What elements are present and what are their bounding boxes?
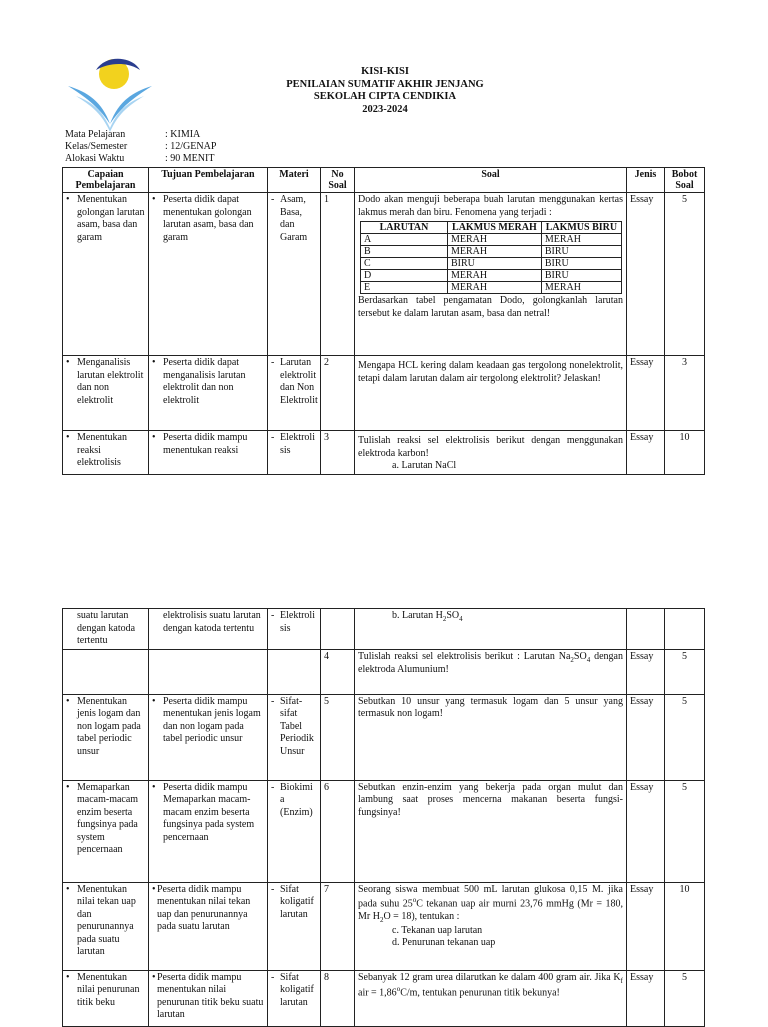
capaian: Memaparkan macam-macam enzim beserta fungsinya pada system pencernaan	[77, 781, 139, 855]
col-materi: Materi	[268, 168, 321, 193]
bobot: 5	[665, 780, 705, 882]
table-row: • Memaparkan macam-macam enzim beserta fungsinya pada system pencernaan • Peserta didik mampu Memaparkan macam-macam enzim beserta fungsinya pada system pencernaan - Biokimi a (Enzim) 6 Sebutkan enzin-enzim yang bekerja pada organ mulut dan lambung saat proses mencerna makanan beserta fungsi-fungsinya! Essay 5	[63, 780, 705, 882]
col-tujuan: Tujuan Pembelajaran	[149, 168, 268, 193]
soal-subitem: c. Tekanan uap larutan	[392, 924, 483, 936]
table-row: • Menentukan reaksi elektrolisis • Peserta didik mampu menentukan reaksi - Elektroli sis 3 Tulislah reaksi sel elektrolisis berikut dengan menggunakan elektroda karbon! a. Larutan NaCl Essay 10	[63, 431, 705, 475]
kisi-table-page2	[62, 608, 705, 1027]
col-soal: Soal	[355, 168, 627, 193]
lakmus-row: E MERAH MERAH	[361, 282, 622, 294]
soal-subitem: b. Larutan $H_2SO_4$	[392, 610, 463, 623]
table-row: • Menentukan nilai tekan uap dan penurunannya pada suatu larutan • Peserta didik mampu menentukan nilai tekan uap dan penurunannya pada suatu larutan - Sifat koligatif larutan 7 Seorang siswa membuat 500 mL larutan glukosa 0,15 M. jika pada suhu 25$^o$C tekanan uap air murni 23,76 mmHg (Mr = 180, Mr $H_2O = 18$), tentukan : c. Tekanan uap larutan d. Penurunan tekanan uap Essay 10	[63, 882, 705, 970]
jenis: Essay	[627, 431, 665, 475]
bobot: 5	[665, 193, 705, 356]
tujuan: Peserta didik mampu menentukan reaksi	[163, 432, 248, 456]
materi: Sifat koligatif larutan	[280, 971, 314, 1008]
no-soal: 4	[321, 649, 355, 694]
tujuan: Peserta didik dapat menganalisis larutan elektrolit dan non elektrolit	[163, 357, 246, 406]
capaian: Menganalisis larutan elektrolit dan non elektrolit	[77, 357, 144, 406]
materi: Larutan elektrolit dan Non Elektrolit	[280, 357, 318, 406]
col-jenis: Jenis	[627, 168, 665, 193]
col-capaian: Capaian Pembelajaran	[63, 168, 149, 193]
jenis: Essay	[627, 882, 665, 970]
tujuan: elektrolisis suatu larutan dengan katoda tertentu	[149, 609, 268, 650]
soal-text: Tulislah reaksi sel elektrolisis berikut : Larutan $Na_2SO_4$ dengan elektroda Alumunium!	[358, 650, 623, 676]
no-soal: 8	[321, 970, 355, 1026]
materi: Elektroli sis	[280, 432, 315, 456]
no-soal: 3	[321, 431, 355, 475]
materi: Sifat koligatif larutan	[280, 883, 314, 920]
tujuan: Peserta didik mampu menentukan nilai tekan uap dan penurunannya pada suatu larutan	[157, 883, 251, 932]
soal-text: Sebutkan enzin-enzim yang bekerja pada organ mulut dan lambung saat proses mencerna makanan beserta fungsi-fungsinya!	[358, 781, 623, 818]
table-row: suatu larutan dengan katoda tertentu elektrolisis suatu larutan dengan katoda tertentu - Elektroli sis b. Larutan $H_2SO_4$	[63, 609, 705, 650]
soal-text: Tulislah reaksi sel elektrolisis berikut dengan menggunakan elektroda karbon!	[358, 435, 623, 459]
lakmus-row: A MERAH MERAH	[361, 234, 622, 246]
lakmus-row: D MERAH BIRU	[361, 270, 622, 282]
lakmus-row: B MERAH BIRU	[361, 246, 622, 258]
capaian: Menentukan reaksi elektrolisis	[77, 432, 127, 469]
header-school: SEKOLAH CIPTA CENDIKIA	[313, 91, 457, 103]
table-header-row	[63, 168, 705, 193]
jenis: Essay	[627, 193, 665, 356]
table-row	[63, 649, 705, 694]
soal-text: Dodo akan menguji beberapa buah larutan menggunakan kertas lakmus merah dan biru. Fenomena yang terjadi :	[358, 194, 623, 218]
meta-subject: Mata Pelajaran : KIMIA	[65, 129, 201, 140]
bobot: 10	[665, 431, 705, 475]
soal-subitem: a. Larutan NaCl	[392, 460, 457, 472]
soal-text: Sebanyak 12 gram urea dilarutkan ke dalam 400 gram air. Jika $K_f$ air = $1,86^oC/m$, tentukan penurunan titik bekunya!	[358, 971, 623, 999]
jenis: Essay	[627, 694, 665, 780]
soal-subitem: d. Penurunan tekanan uap	[392, 937, 496, 949]
jenis: Essay	[627, 970, 665, 1026]
document-header	[230, 66, 540, 116]
materi: Biokimi a (Enzim)	[280, 781, 313, 818]
materi: Elektroli sis	[280, 610, 315, 634]
soal-text: Berdasarkan tabel pengamatan Dodo, golongkanlah larutan tersebut ke dalam larutan asam, basa dan netral!	[358, 295, 623, 319]
materi: Sifat-sifat Tabel Periodik Unsur	[280, 695, 314, 757]
jenis: Essay	[627, 649, 665, 694]
table-row: • Menentukan jenis logam dan non logam pada tabel periodic unsur • Peserta didik mampu menentukan jenis logam dan non logam pada tabel periodic unsur - Sifat-sifat Tabel Periodik Unsur 5 Sebutkan 10 unsur yang termasuk logam dan 5 unsur yang termasuk non logam! Essay 5	[63, 694, 705, 780]
kisi-table-page1	[62, 167, 705, 475]
bobot: 5	[665, 649, 705, 694]
col-bobot: Bobot Soal	[665, 168, 705, 193]
table-row: • Menentukan golongan larutan asam, basa dan garam • Peserta didik dapat menentukan golongan larutan asam, basa dan garam - Asam, Basa, dan Garam 1 Dodo akan menguji beberapa buah larutan menggunakan kertas lakmus merah dan biru. Fenomena yang terjadi : LARUTAN LAKMUS MERAH LAKMUS BIRU A MERAH MERAH B MERAH BIRU C BIRU BIRU D MERAH BIRU E MERAH MERAH Berdasarkan tabel pengamatan Dodo, golongkanlah larutan tersebut ke dalam larutan asam, basa dan netral! Essay 5	[63, 193, 705, 356]
bobot: 10	[665, 882, 705, 970]
header-year: 2023-2024	[362, 103, 408, 115]
table-row: • Menentukan nilai penurunan titik beku • Peserta didik mampu menentukan nilai penurunan titik beku suatu larutan - Sifat koligatif larutan 8 Sebanyak 12 gram urea dilarutkan ke dalam 400 gram air. Jika $K_f$ air = $1,86^oC/m$, tentukan penurunan titik bekunya! Essay 5	[63, 970, 705, 1026]
meta-time: Alokasi Waktu : 90 MENIT	[65, 153, 215, 165]
no-soal: 7	[321, 882, 355, 970]
table-row: • Menganalisis larutan elektrolit dan non elektrolit • Peserta didik dapat menganalisis larutan elektrolit dan non elektrolit - Larutan elektrolit dan Non Elektrolit 2 Mengapa HCL kering dalam keadaan gas tergolong nonelektrolit, tetapi dalam larutan dalam air tergolong elektrolit? Jelaskan! Essay 3	[63, 356, 705, 431]
capaian: suatu larutan dengan katoda tertentu	[63, 609, 149, 650]
tujuan: Peserta didik mampu Memaparkan macam-macam enzim beserta fungsinya pada system pencernaan	[163, 781, 255, 843]
lakmus-table: LARUTAN LAKMUS MERAH LAKMUS BIRU A MERAH MERAH B MERAH BIRU C BIRU BIRU D MERAH BIRU E MERAH MERAH	[360, 221, 622, 294]
capaian: Menentukan jenis logam dan non logam pada tabel periodic unsur	[77, 695, 141, 757]
materi: Asam, Basa, dan Garam	[280, 194, 308, 243]
lakmus-row: C BIRU BIRU	[361, 258, 622, 270]
header-subtitle: PENILAIAN SUMATIF AKHIR JENJANG	[286, 78, 484, 90]
bobot: 3	[665, 356, 705, 431]
meta-info	[65, 129, 216, 166]
no-soal: 6	[321, 780, 355, 882]
tujuan: Peserta didik mampu menentukan jenis logam dan non logam pada tabel periodic unsur	[163, 695, 261, 744]
bobot: 5	[665, 970, 705, 1026]
no-soal: 5	[321, 694, 355, 780]
capaian: Menentukan nilai tekan uap dan penurunannya pada suatu larutan	[77, 883, 136, 957]
logo-wing-inner	[76, 96, 144, 132]
soal-text: Seorang siswa membuat 500 mL larutan glukosa 0,15 M. jika pada suhu 25$^o$C tekanan uap air murni 23,76 mmHg (Mr = 180, Mr $H_2O = 18$), tentukan :	[358, 883, 623, 924]
capaian: Menentukan golongan larutan asam, basa dan garam	[77, 194, 145, 243]
tujuan: Peserta didik dapat menentukan golongan larutan asam, basa dan garam	[163, 194, 254, 243]
jenis: Essay	[627, 356, 665, 431]
header-title: KISI-KISI	[361, 66, 409, 77]
tujuan: Peserta didik mampu menentukan nilai penurunan titik beku suatu larutan	[157, 971, 264, 1020]
capaian: Menentukan nilai penurunan titik beku	[77, 971, 140, 1008]
no-soal: 1	[321, 193, 355, 356]
soal-text: Mengapa HCL kering dalam keadaan gas tergolong nonelektrolit, tetapi dalam larutan dalam air tergolong elektrolit? Jelaskan!	[358, 360, 623, 384]
meta-class: Kelas/Semester : 12/GENAP	[65, 141, 217, 153]
soal-text: Sebutkan 10 unsur yang termasuk logam dan 5 unsur yang termasuk non logam!	[358, 695, 623, 719]
bobot: 5	[665, 694, 705, 780]
no-soal: 2	[321, 356, 355, 431]
school-logo	[62, 52, 158, 136]
jenis: Essay	[627, 780, 665, 882]
col-no-soal: No Soal	[321, 168, 355, 193]
